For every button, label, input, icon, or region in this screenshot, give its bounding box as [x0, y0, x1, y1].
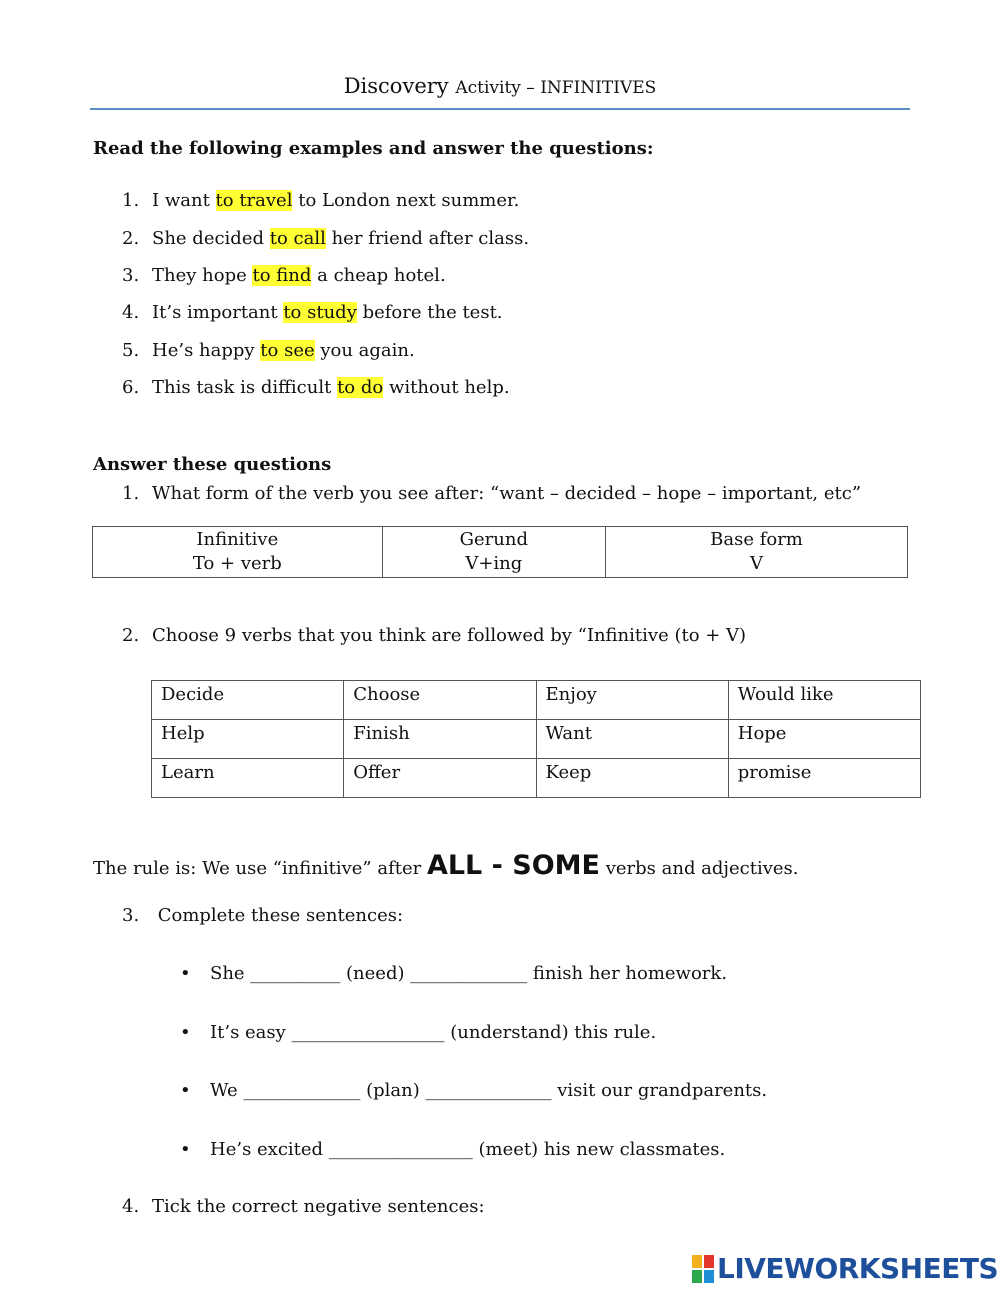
question-text: Choose 9 verbs that you think are followed by “Infinitive (to + V)	[152, 625, 747, 646]
sentence-item	[180, 1022, 656, 1043]
example-5	[122, 340, 415, 361]
title-main: Discovery	[343, 74, 449, 98]
page-title	[0, 74, 1000, 98]
question-text: What form of the verb you see after: “want – decided – hope – important, etc”	[152, 483, 862, 504]
sentence-text[interactable]: It’s easy _________________ (understand) this rule.	[210, 1022, 657, 1043]
verb-cell[interactable]: Offer	[344, 759, 536, 798]
sentence-item	[180, 963, 727, 984]
table-row	[152, 720, 921, 759]
verb-forms-table	[92, 526, 908, 578]
bullet-icon: •	[180, 963, 191, 984]
highlighted-infinitive: to see	[260, 340, 315, 361]
question-2	[122, 625, 746, 646]
example-number: 6.	[122, 377, 140, 398]
question-number: 1.	[122, 483, 140, 504]
example-6	[122, 377, 510, 398]
example-text: It’s important	[152, 302, 284, 323]
form-name: Base form	[710, 529, 803, 550]
sentence-text[interactable]: We _____________ (plan) ______________ visit our grandparents.	[210, 1080, 768, 1101]
example-text: to London next summer.	[292, 190, 520, 211]
rule-sentence	[93, 850, 799, 881]
example-number: 3.	[122, 265, 140, 286]
sentence-text[interactable]: He’s excited ________________ (meet) his new classmates.	[210, 1139, 726, 1160]
form-name: Gerund	[459, 529, 528, 550]
example-text: He’s happy	[152, 340, 261, 361]
highlighted-infinitive: to travel	[215, 190, 293, 211]
form-formula: To + verb	[192, 553, 282, 574]
verb-cell[interactable]: promise	[728, 759, 920, 798]
table-row	[93, 527, 908, 578]
bullet-icon: •	[180, 1080, 191, 1101]
verb-cell[interactable]: Choose	[344, 681, 536, 720]
verb-cell[interactable]: Help	[152, 720, 344, 759]
verb-cell[interactable]: Finish	[344, 720, 536, 759]
verb-cell[interactable]: Keep	[536, 759, 728, 798]
question-1	[122, 483, 861, 504]
form-formula: V+ing	[465, 553, 523, 574]
highlighted-infinitive: to study	[283, 302, 357, 323]
question-number: 4.	[122, 1196, 140, 1217]
verb-cell[interactable]: Would like	[728, 681, 920, 720]
question-4	[122, 1196, 485, 1217]
verb-choice-table	[151, 680, 921, 798]
example-text: I want	[152, 190, 216, 211]
form-formula: V	[750, 553, 763, 574]
highlighted-infinitive: to call	[269, 228, 326, 249]
highlighted-infinitive: to find	[252, 265, 312, 286]
example-number: 5.	[122, 340, 140, 361]
logo-text: LIVEWORKSHEETS	[717, 1252, 999, 1285]
example-number: 1.	[122, 190, 140, 211]
section2-heading: Answer these questions	[93, 454, 332, 475]
example-text: a cheap hotel.	[311, 265, 446, 286]
example-text: you again.	[314, 340, 415, 361]
verb-cell[interactable]: Want	[536, 720, 728, 759]
question-3	[122, 905, 403, 926]
rule-text: verbs and adjectives.	[599, 858, 799, 879]
liveworksheets-logo	[692, 1252, 998, 1286]
example-number: 4.	[122, 302, 140, 323]
title-rest: Activity – INFINITIVES	[455, 78, 657, 98]
verb-cell[interactable]: Enjoy	[536, 681, 728, 720]
example-text: This task is difficult	[152, 377, 338, 398]
sentence-text[interactable]: She __________ (need) _____________ finish her homework.	[210, 963, 728, 984]
form-cell-base-form[interactable]	[606, 527, 908, 578]
example-text: without help.	[383, 377, 510, 398]
verb-cell[interactable]: Decide	[152, 681, 344, 720]
table-row	[152, 681, 921, 720]
verb-cell[interactable]: Learn	[152, 759, 344, 798]
table-row	[152, 759, 921, 798]
verb-cell[interactable]: Hope	[728, 720, 920, 759]
form-name: Infinitive	[196, 529, 279, 550]
bullet-icon: •	[180, 1139, 191, 1160]
example-text: before the test.	[356, 302, 503, 323]
rule-text: The rule is: We use “infinitive” after	[93, 858, 427, 879]
rule-choice[interactable]: ALL - SOME	[426, 850, 600, 881]
sentence-item	[180, 1139, 725, 1160]
example-3	[122, 265, 446, 286]
example-4	[122, 302, 503, 323]
form-cell-gerund[interactable]	[382, 527, 605, 578]
question-text: Tick the correct negative sentences:	[152, 1196, 485, 1217]
example-number: 2.	[122, 228, 140, 249]
example-2	[122, 228, 529, 249]
example-text: She decided	[152, 228, 270, 249]
question-text: Complete these sentences:	[152, 905, 404, 926]
logo-blocks-icon	[692, 1255, 714, 1283]
form-cell-infinitive[interactable]	[93, 527, 383, 578]
sentence-item	[180, 1080, 767, 1101]
question-number: 2.	[122, 625, 140, 646]
example-text: They hope	[152, 265, 253, 286]
title-underline	[90, 108, 910, 110]
bullet-icon: •	[180, 1022, 191, 1043]
question-number: 3.	[122, 905, 140, 926]
section1-heading: Read the following examples and answer the questions:	[93, 138, 654, 159]
highlighted-infinitive: to do	[337, 377, 384, 398]
example-text: her friend after class.	[325, 228, 530, 249]
example-1	[122, 190, 519, 211]
